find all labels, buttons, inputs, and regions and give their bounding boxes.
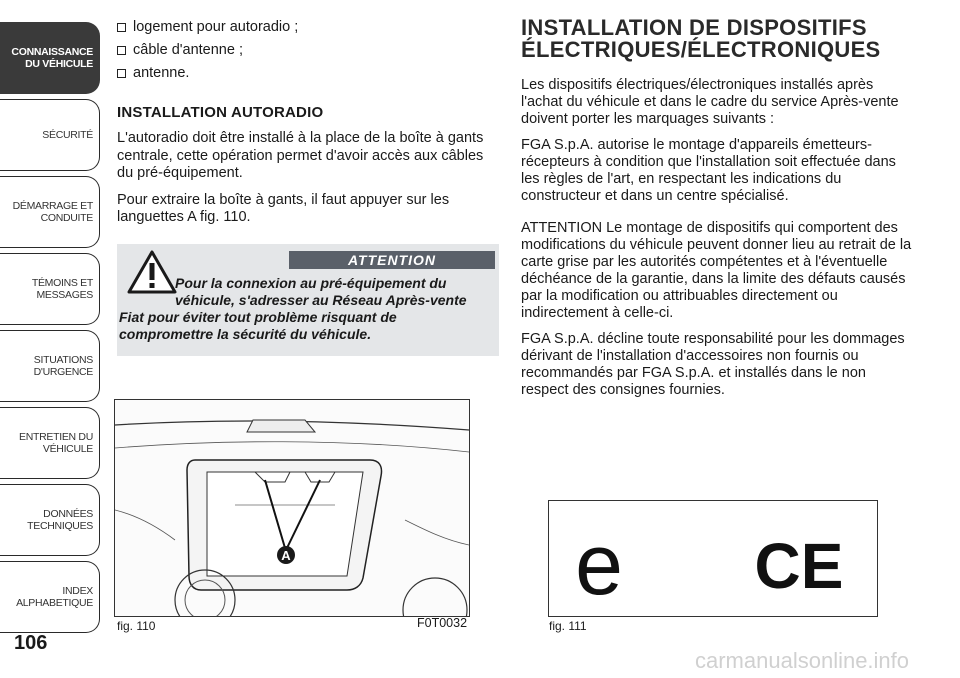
section-title-line: INSTALLATION DE DISPOSITIFS (521, 15, 867, 40)
list-item (117, 16, 497, 39)
callout-a-label: A (281, 548, 291, 563)
warning-line: véhicule, s'adresser au Réseau Après-vente (175, 292, 467, 308)
warning-line: Fiat pour éviter tout problème risquant de (119, 309, 397, 325)
tab-situations-d-urgence[interactable]: SITUATIONS D'URGENCE (0, 330, 100, 402)
warning-line: compromettre la sécurité du véhicule. (119, 326, 372, 342)
glovebox-illustration (115, 400, 469, 616)
figure-110-caption: fig. 110 (117, 619, 156, 633)
tab-entretien-du-vehicule[interactable]: ENTRETIEN DU VÉHICULE (0, 407, 100, 479)
left-column (117, 16, 497, 227)
page-number: 106 (14, 632, 48, 654)
tab-securite[interactable]: SÉCURITÉ (0, 99, 100, 171)
checkbox-bullet-icon (117, 23, 126, 32)
bullet-list (117, 16, 497, 85)
right-column (521, 17, 916, 399)
checkbox-bullet-icon (117, 46, 126, 55)
tab-donnees-techniques[interactable]: DONNÉES TECHNIQUES (0, 484, 100, 556)
list-item (117, 62, 497, 85)
tab-connaissance-du-vehicule[interactable]: CONNAISSANCE DU VÉHICULE (0, 22, 100, 94)
watermark: carmanualsonline.info (695, 648, 910, 673)
warning-box (117, 244, 499, 356)
list-item-text: antenne. (133, 65, 190, 81)
paragraph-marking: Les dispositifs électriques/électroniques installés après l'achat du véhicule et dans le cadre du service Après-vente doivent porter les marquages suivants : (521, 77, 899, 127)
figure-110-code: F0T0032 (417, 616, 468, 630)
paragraph-disclaimer: FGA S.p.A. décline toute responsabilité pour les dommages dérivant de l'installation d'accessoires non fournis ou recommandés par FGA S.p.A. et installés dans le non respect des consignes fournies. (521, 331, 905, 398)
paragraph-authorization: FGA S.p.A. autorise le montage d'appareils émetteurs-récepteurs à condition que l'installation soit effectuée dans les règles de l'art, en respectant les indications du constructeur et dans un centre spécialisé. (521, 137, 896, 204)
list-item (117, 39, 497, 62)
paragraph-autoradio-2: Pour extraire la boîte à gants, il faut appuyer sur les languettes A fig. 110. (117, 191, 450, 225)
section-title (521, 17, 916, 61)
tab-temoins-et-messages[interactable]: TÉMOINS ET MESSAGES (0, 253, 100, 325)
warning-text (117, 275, 497, 343)
checkbox-bullet-icon (117, 69, 126, 78)
e-mark-icon: e (575, 517, 623, 613)
list-item-text: câble d'antenne ; (133, 42, 243, 58)
figure-111-caption: fig. 111 (549, 619, 587, 633)
warning-title: ATTENTION (289, 251, 495, 269)
figure-110-image (114, 399, 470, 617)
section-heading-autoradio: INSTALLATION AUTORADIO (117, 104, 324, 121)
figure-111-image (548, 500, 878, 617)
warning-line: Pour la connexion au pré-équipement du (175, 275, 447, 291)
conformity-marks (549, 501, 877, 616)
paragraph-autoradio-1: L'autoradio doit être installé à la place de la boîte à gants centrale, cette opération permet d'avoir accès aux câbles du pré-équipement. (117, 130, 484, 181)
section-title-line: ÉLECTRIQUES/ÉLECTRONIQUES (521, 37, 881, 62)
tab-demarrage-et-conduite[interactable]: DÉMARRAGE ET CONDUITE (0, 176, 100, 248)
list-item-text: logement pour autoradio ; (133, 19, 299, 35)
ce-mark-icon: CE (754, 530, 844, 602)
tab-index-alphabetique[interactable]: INDEX ALPHABETIQUE (0, 561, 100, 633)
paragraph-attention: ATTENTION Le montage de dispositifs qui comportent des modifications du véhicule peuvent donner lieu au retrait de la carte grise par les autorités compétentes et à l'éventuelle déchéance de la garantie, dans la limite des défauts causés par la modification ou attribuables directement ou indirectement à celle-ci. (521, 220, 912, 321)
